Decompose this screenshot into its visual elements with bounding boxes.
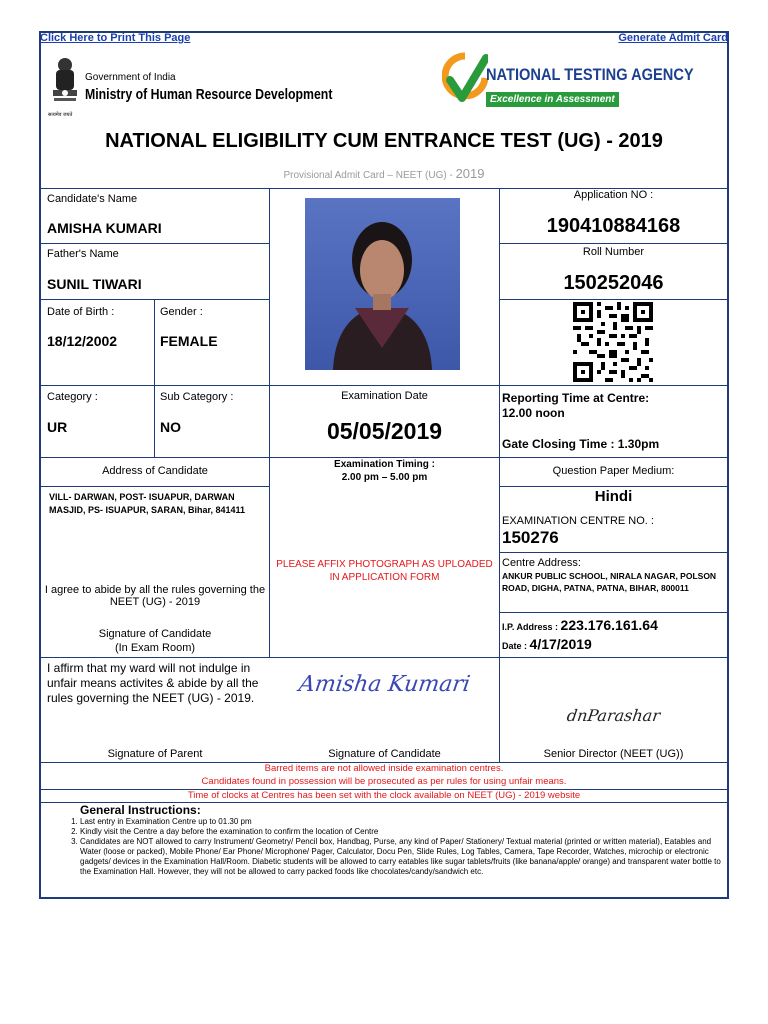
- exam-timing: 2.00 pm – 5.00 pm: [341, 472, 428, 483]
- nta-tagline: Excellence in Assessment: [486, 92, 619, 107]
- sig-candidate-exam-label: Signature of Candidate: [98, 628, 212, 640]
- sig-director-label: Senior Director (NEET (UG)): [543, 748, 684, 760]
- grid-line: [499, 486, 727, 487]
- father-name: SUNIL TIWARI: [47, 276, 142, 292]
- candidate-name: AMISHA KUMARI: [47, 220, 162, 236]
- address-label: Address of Candidate: [102, 465, 208, 477]
- gender-label: Gender :: [160, 306, 203, 318]
- roll-number-label: Roll Number: [582, 246, 645, 258]
- candidate-address: VILL- DARWAN, POST- ISUAPUR, DARWAN MASJID, PS- ISUAPUR, SARAN, Bihar, 841411: [49, 492, 246, 515]
- qr-code: [573, 302, 653, 382]
- nta-name: NATIONAL TESTING AGENCY: [486, 65, 694, 84]
- grid-line: [41, 243, 269, 244]
- instruction-item: 3. Candidates are NOT allowed to carry Instrument/ Geometry/ Pencil box, Handbag, Purse, any kind of Paper/ Stationery/ Textual material (printed or written material), Eatables and Water (loose or packed), Mobile Phone/ Ear Phone/ Microphone/ Pager, Calculator, Docu Pen, Slide Rules, Log Tables, Camera, Tape Recorder, Watches, microchip or electronic gadgets/ devices in the Examination Hall/Room. Diabetic students will be allowed to carry eatables like sugar tablets/fruits (like banana/apple/ orange) and transparent water bottle to the Examination Hall. However, they will not be allowed to carry packed foods like chocolates/candy/sandwich etc.: [80, 837, 734, 877]
- page-title: NATIONAL ELIGIBILITY CUM ENTRANCE TEST (UG) - 2019: [105, 130, 663, 152]
- notice-clock: Time of clocks at Centres has been set with the clock available on NEET (UG) - 2019 website: [187, 790, 581, 801]
- instructions-list: [60, 817, 734, 877]
- director-signature-image: dnParashar: [565, 706, 662, 725]
- application-no: 190410884168: [546, 215, 681, 237]
- subtitle-year: 2019: [455, 166, 485, 181]
- candidate-name-label: Candidate's Name: [47, 193, 138, 205]
- emblem-motto: सत्यमेव जयते: [48, 112, 73, 118]
- grid-line: [499, 243, 727, 244]
- instruction-item: 2. Kindly visit the Centre a day before the examination to confirm the location of Centre: [80, 827, 734, 837]
- ministry-name: Ministry of Human Resource Development: [85, 86, 333, 103]
- date-row: [502, 636, 592, 652]
- paper-medium: Hindi: [594, 488, 633, 505]
- candidate-photo: [305, 198, 460, 370]
- generate-admit-card-link[interactable]: Generate Admit Card: [618, 32, 728, 44]
- subcategory-label: Sub Category :: [160, 391, 234, 403]
- reporting-value: 12.00 noon: [502, 406, 565, 420]
- gender-value: FEMALE: [160, 333, 218, 349]
- centre-address-label: Centre Address:: [502, 557, 581, 569]
- reporting-label: Reporting Time at Centre:: [502, 391, 650, 405]
- centre-no: 150276: [502, 528, 559, 547]
- exam-timing-label: Examination Timing :: [334, 459, 435, 470]
- grid-line: [499, 612, 727, 613]
- father-name-label: Father's Name: [47, 248, 119, 260]
- centre-no-label: EXAMINATION CENTRE NO. :: [502, 515, 654, 527]
- ip-value: 223.176.161.64: [560, 617, 658, 633]
- grid-line: [499, 299, 727, 300]
- application-no-label: Application NO :: [573, 189, 654, 201]
- date2-label: Date :: [502, 641, 528, 651]
- dob-label: Date of Birth :: [47, 306, 115, 318]
- instruction-item: 1. Last entry in Examination Centre up to 01.30 pm: [80, 817, 734, 827]
- roll-number: 150252046: [563, 272, 664, 294]
- emblem-icon: [48, 55, 82, 119]
- grid-line: [41, 385, 727, 386]
- nta-logo-icon: [442, 52, 488, 116]
- instructions-title: General Instructions:: [80, 803, 201, 817]
- notice-prosecution: Candidates found in possession will be prosecuted as per rules for using unfair means.: [201, 776, 567, 787]
- subcategory-value: NO: [160, 419, 181, 435]
- category-label: Category :: [47, 391, 98, 403]
- candidate-signature-image: Amisha Kumari: [297, 672, 472, 697]
- grid-line: [41, 299, 269, 300]
- agree-text: I agree to abide by all the rules governing the NEET (UG) - 2019: [44, 584, 266, 608]
- centre-address: ANKUR PUBLIC SCHOOL, NIRALA NAGAR, POLSON ROAD, DIGHA, PATNA, PATNA, BIHAR, 800011: [502, 571, 717, 593]
- affix-photo-note: PLEASE AFFIX PHOTOGRAPH AS UPLOADED IN APPLICATION FORM: [276, 559, 493, 583]
- grid-line: [499, 552, 727, 553]
- grid-line: [41, 457, 727, 458]
- subtitle-text: Provisional Admit Card – NEET (UG) -: [283, 170, 453, 181]
- date2-value: 4/17/2019: [529, 636, 592, 652]
- category-value: UR: [47, 419, 68, 435]
- paper-medium-label: Question Paper Medium:: [552, 465, 675, 477]
- sig-candidate-exam-sub: (In Exam Room): [114, 642, 196, 654]
- sig-candidate-label: Signature of Candidate: [328, 748, 441, 760]
- exam-date-label: Examination Date: [341, 390, 428, 402]
- gate-closing-time: Gate Closing Time : 1.30pm: [502, 437, 660, 451]
- gov-line: Government of India: [85, 72, 176, 83]
- page-subtitle: [41, 166, 727, 181]
- ip-address-row: [502, 617, 658, 633]
- grid-line: [41, 657, 727, 658]
- sig-parent-label: Signature of Parent: [107, 748, 203, 760]
- grid-line: [41, 486, 269, 487]
- dob-value: 18/12/2002: [47, 333, 118, 349]
- grid-line: [154, 299, 155, 457]
- notice-barred-items: Barred items are not allowed inside examination centres.: [264, 763, 504, 774]
- ip-label: I.P. Address :: [502, 622, 559, 632]
- print-page-link[interactable]: Click Here to Print This Page: [40, 32, 191, 44]
- parent-affirmation: I affirm that my ward will not indulge in unfair means activites & abide by all the rules governing the NEET (UG) - 2019.: [47, 661, 259, 705]
- exam-date: 05/05/2019: [326, 418, 443, 444]
